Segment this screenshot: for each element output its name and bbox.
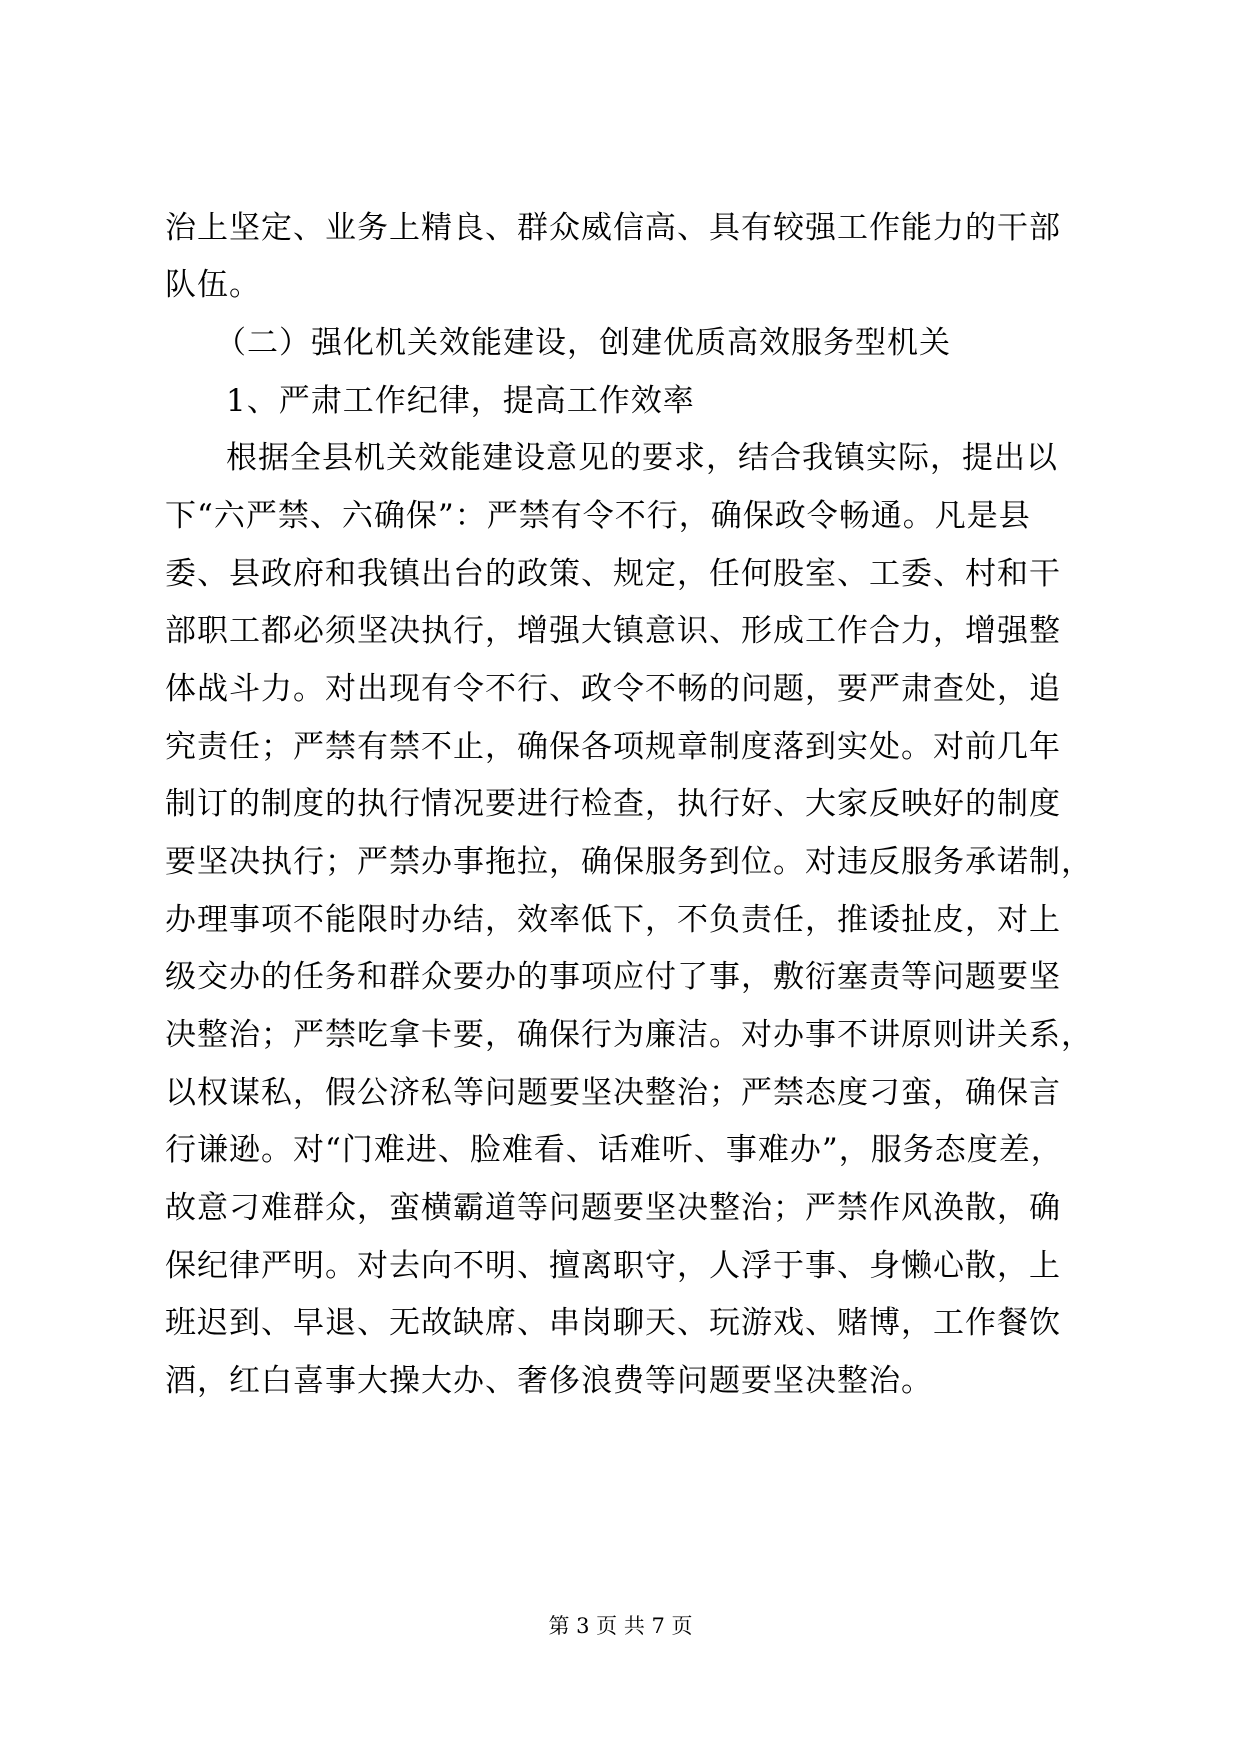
page-number-footer: 第 3 页 共 7 页 xyxy=(548,1614,693,1638)
body-line: 根据全县机关效能建设意见的要求，结合我镇实际，提出以 xyxy=(226,440,1058,476)
body-line: 决整治；严禁吃拿卡要，确保行为廉洁。对办事不讲原则讲关系， xyxy=(165,1017,1093,1053)
body-line: 部职工都必须坚决执行，增强大镇意识、形成工作合力，增强整 xyxy=(165,613,1061,649)
body-line: 行谦逊。对“门难进、脸难看、话难听、事难办”，服务态度差， xyxy=(165,1132,1063,1168)
section-heading: （二）强化机关效能建设，创建优质高效服务型机关 xyxy=(215,325,951,361)
body-line: 委、县政府和我镇出台的政策、规定，任何股室、工委、村和干 xyxy=(165,556,1061,592)
body-line: 办理事项不能限时办结，效率低下，不负责任，推诿扯皮，对上 xyxy=(165,902,1061,938)
body-line: 以权谋私，假公济私等问题要坚决整治；严禁态度刁蛮，确保言 xyxy=(165,1075,1061,1111)
body-line: 酒，红白喜事大操大办、奢侈浪费等问题要坚决整治。 xyxy=(165,1363,933,1399)
body-line: 级交办的任务和群众要办的事项应付了事，敷衍塞责等问题要坚 xyxy=(165,959,1061,995)
subsection-heading: 1、严肃工作纪律，提高工作效率 xyxy=(226,383,695,419)
body-line: 队伍。 xyxy=(165,267,261,303)
body-line: 故意刁难群众，蛮横霸道等问题要坚决整治；严禁作风涣散，确 xyxy=(165,1190,1061,1226)
body-line: 治上坚定、业务上精良、群众威信高、具有较强工作能力的干部 xyxy=(165,210,1061,246)
body-line: 下“六严禁、六确保”：严禁有令不行，确保政令畅通。凡是县 xyxy=(165,498,1031,534)
body-line: 要坚决执行；严禁办事拖拉，确保服务到位。对违反服务承诺制， xyxy=(165,844,1093,880)
body-line: 制订的制度的执行情况要进行检查，执行好、大家反映好的制度 xyxy=(165,786,1061,822)
body-line: 体战斗力。对出现有令不行、政令不畅的问题，要严肃查处，追 xyxy=(165,671,1061,707)
body-line: 班迟到、早退、无故缺席、串岗聊天、玩游戏、赌博，工作餐饮 xyxy=(165,1305,1061,1341)
body-line: 保纪律严明。对去向不明、擅离职守，人浮于事、身懒心散，上 xyxy=(165,1248,1061,1284)
body-line: 究责任；严禁有禁不止，确保各项规章制度落到实处。对前几年 xyxy=(165,729,1061,765)
